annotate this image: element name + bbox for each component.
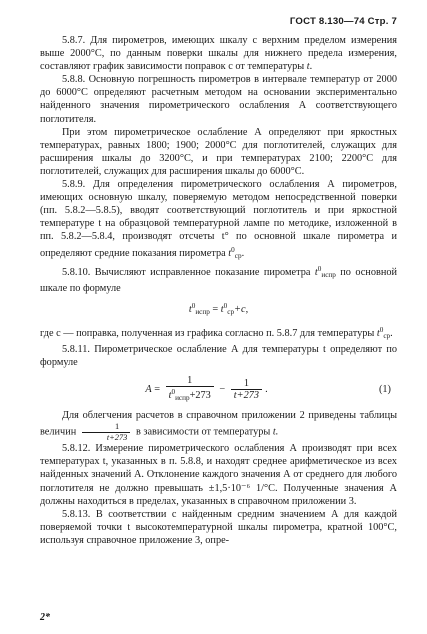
fraction-true: $\frac{1}{t+273}$ (231, 378, 262, 401)
paragraph-5-8-12: 5.8.12. Измерение пирометрического ослабления А производят при всех температурах t, указанных в п. 5.8.8, и находят среднее арифметическое из всех найденных значений А. Отклонение каждого значения А от среднего для любого поглотителя не должно превышать ±1,5·10⁻⁶ 1/°С. Полученные значения А должны находиться в пределах, указанных в справочном приложении 3. (40, 443, 397, 507)
paragraph-5-8-9: 5.8.9. Для определения пирометрического ослабления А пирометров, имеющих основную шкалу, поверяемую методом непосредственной поверки (пп. 5.8.2—5.8.5), вводят соответствующий поглотитель и при яркостной температуре t на образцовой температурной лампе по методике, изложенной в пп. 5.8.2—5.8.4, производят отсчеты t° по основной шкале пирометра и определяют средние показания пирометра $t^0_{ср}$. (40, 179, 397, 260)
attenuation-formula (40, 375, 397, 403)
paragraph-5-8-11: 5.8.11. Пирометрическое ослабление А для температуры t определяют по формуле (40, 343, 397, 369)
paragraph-5-8-10: 5.8.10. Вычисляют исправленное показание пирометра $t^0_{испр}$ по основной шкале по формуле (40, 264, 397, 294)
fraction-reciprocal: $\frac{1}{t+273}$ (82, 422, 131, 442)
paragraph-5-8-8: 5.8.8. Основную погрешность пирометров в интервале температур от 2000 до 6000°С определяют расчетным методом на основании экспериментально найденного значения пирометрического ослабления А соответствующего поглотителя. (40, 74, 397, 125)
fraction-measured: $\frac{1}{t^0_{испр}+273}$ (166, 375, 214, 404)
paragraph-5-8-8-continued: При этом пирометрическое ослабление А определяют при яркостных температурах, равных 1800; 1900; 2000°С для поглотителей, служащих для расширения шкалы до 3200°С, и при температурах 2100; 2200°С для поглотителей, служащих для расширения шкалы до 6000°С. (40, 126, 397, 177)
equation-number: (1) (378, 384, 391, 396)
paragraph-help: Для облегчения расчетов в справочном приложении 2 приведены таблицы величин $\frac{1}{t+273}$ в зависимости от температуры t. (40, 410, 397, 442)
document-body (40, 34, 397, 547)
paragraph-5-8-7: 5.8.7. Для пирометров, имеющих шкалу с верхним пределом измерения выше 2000°С, по данным поверки шкалы для нижнего предела измерения, составляют график зависимости поправок с от температуры t. (40, 35, 397, 73)
page-header: ГОСТ 8.130—74 Стр. 7 (289, 16, 397, 27)
formula-expression: A = $\frac{1}{t^0_{испр}+273}$ − $\frac{1}{t+273}$ . (145, 375, 268, 403)
signature-mark: 2* (40, 612, 50, 623)
paragraph-5-8-13: 5.8.13. В соответствии с найденным средним значением А для каждой поверяемой точки t высокотемпературной шкалы пирометра, кратной 100°С, используя справочное приложение 3, опре- (40, 508, 397, 546)
correction-formula: $t^0_{испр} = t^0_{ср}+c$, (188, 301, 249, 316)
formula-explanation: где с — поправка, полученная из графика согласно п. 5.8.7 для температуры $t^0_{ср}$. (40, 325, 393, 340)
